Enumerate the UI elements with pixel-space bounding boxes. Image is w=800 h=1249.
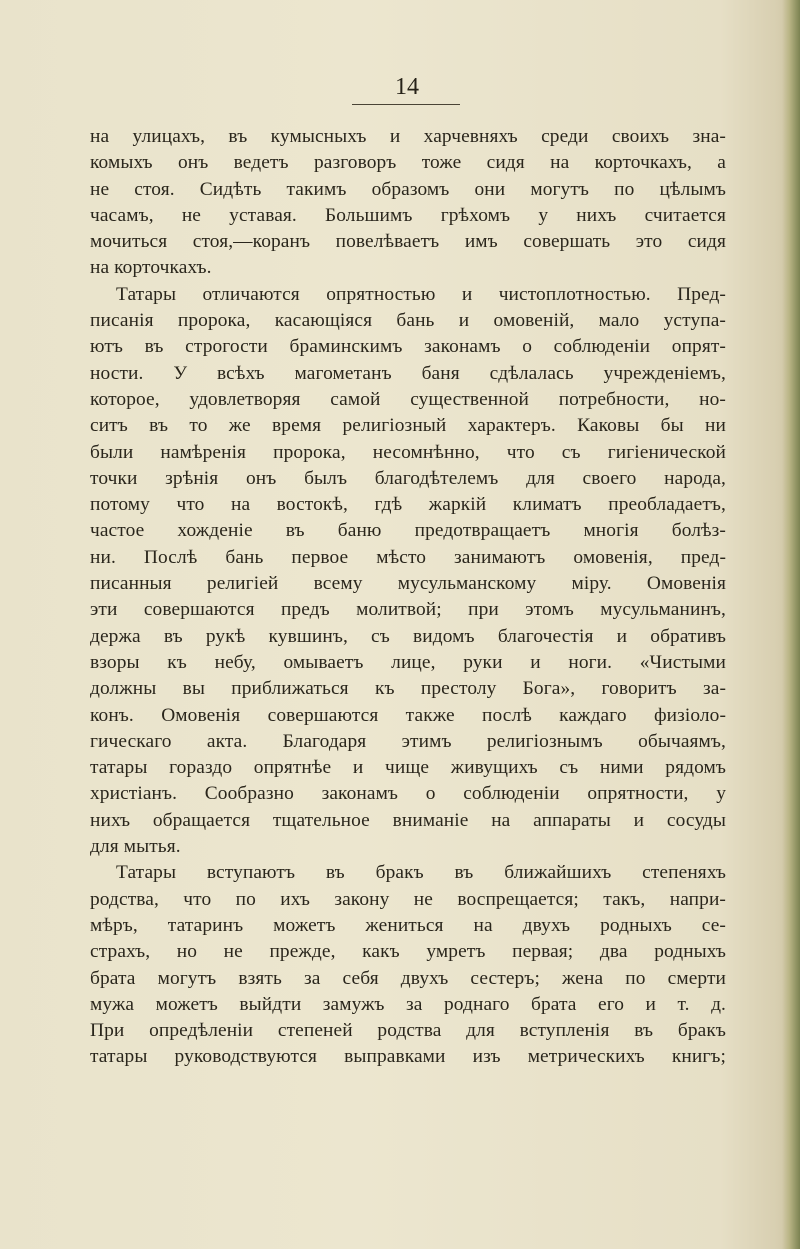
text-line: татары руководствуются выправками изъ метрическихъ книгъ; (90, 1046, 726, 1068)
paragraph (90, 124, 726, 282)
text-line: ности. У всѣхъ магометанъ баня сдѣлалась учрежденіемъ, (90, 362, 726, 384)
text-line: эти совершаются предъ молитвой; при этомъ мусульманинъ, (90, 599, 726, 621)
text-line: писанія пророка, касающіяся бань и омовеній, мало уступа- (90, 310, 726, 332)
page-number-rule (352, 104, 460, 105)
text-line: ни. Послѣ бань первое мѣсто занимаютъ омовенія, пред- (90, 546, 726, 568)
text-line: При опредѣленіи степеней родства для вступленія въ бракъ (90, 1020, 726, 1042)
text-line: мочиться стоя,—коранъ повелѣваетъ имъ совершать это сидя (90, 231, 726, 253)
text-line: для мытья. (90, 836, 181, 858)
text-line: мѣръ, татаринъ можетъ жениться на двухъ родныхъ се- (90, 914, 726, 936)
paragraph (90, 860, 726, 1070)
text-line: гическаго акта. Благодаря этимъ религіознымъ обычаямъ, (90, 730, 726, 752)
text-line: на корточкахъ. (90, 257, 212, 279)
page-binding-edge (782, 0, 800, 1249)
text-line: частое хожденіе въ баню предотвращаетъ многія болѣз- (90, 520, 726, 542)
text-line: часамъ, не уставая. Большимъ грѣхомъ у нихъ считается (90, 204, 726, 226)
text-line: точки зрѣнія онъ былъ благодѣтелемъ для своего народа, (90, 467, 726, 489)
text-line: писанныя религіей всему мусульманскому міру. Омовенія (90, 573, 726, 595)
text-line: должны вы приближаться къ престолу Бога», говоритъ за- (90, 678, 726, 700)
page-number: 14 (395, 74, 419, 100)
text-line: татары гораздо опрятнѣе и чище живущихъ съ ними рядомъ (90, 757, 726, 779)
text-line: взоры къ небу, омываетъ лице, руки и ноги. «Чистыми (90, 651, 726, 673)
paragraph (90, 282, 726, 861)
text-line: были намѣренія пророка, несомнѣнно, что съ гигіенической (90, 441, 726, 463)
text-line: ютъ въ строгости браминскимъ законамъ о соблюденіи опрят- (90, 336, 726, 358)
text-line: нихъ обращается тщательное вниманіе на аппараты и сосуды (90, 809, 726, 831)
text-line: христіанъ. Сообразно законамъ о соблюденіи опрятности, у (90, 783, 726, 805)
text-line: которое, удовлетворяя самой существенной потребности, но- (90, 388, 726, 410)
text-line: потому что на востокѣ, гдѣ жаркій климатъ преобладаетъ, (90, 494, 726, 516)
text-line: ситъ въ то же время религіозный характеръ. Каковы бы ни (90, 415, 726, 437)
text-line: конъ. Омовенія совершаются также послѣ каждаго физіоло- (90, 704, 726, 726)
text-line: Татары вступаютъ въ бракъ въ ближайшихъ степеняхъ (116, 862, 726, 884)
text-line: комыхъ онъ ведетъ разговоръ тоже сидя на корточкахъ, а (90, 152, 726, 174)
text-line: на улицахъ, въ кумысныхъ и харчевняхъ среди своихъ зна- (90, 126, 726, 147)
text-line: брата могутъ взять за себя двухъ сестеръ; жена по смерти (90, 967, 726, 989)
body-text (90, 124, 726, 1071)
text-line: родства, что по ихъ закону не воспрещается; такъ, напри- (90, 888, 726, 910)
text-line: страхъ, но не прежде, какъ умретъ первая; два родныхъ (90, 941, 726, 963)
text-line: не стоя. Сидѣть такимъ образомъ они могутъ по цѣлымъ (90, 178, 726, 200)
text-line: Татары отличаются опрятностью и чистоплотностью. Пред- (116, 283, 726, 305)
text-line: мужа можетъ выйдти замужъ за роднаго брата его и т. д. (90, 993, 726, 1015)
text-line: держа въ рукѣ кувшинъ, съ видомъ благочестія и обративъ (90, 625, 726, 647)
